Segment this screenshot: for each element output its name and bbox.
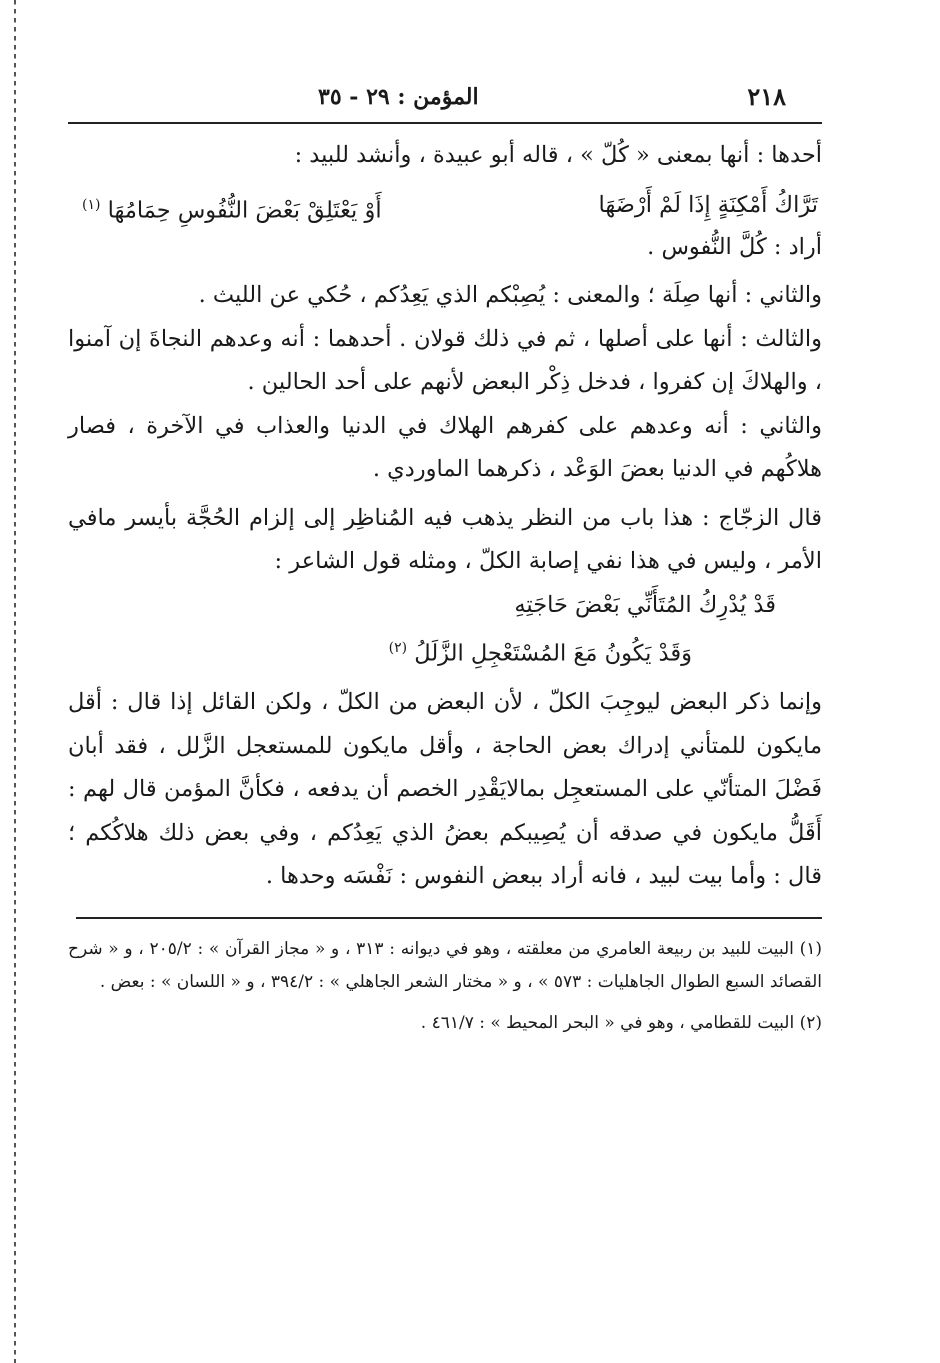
book-page — [68, 78, 822, 1040]
paragraph-5: والثاني : أنه وعدهم على كفرهم الهلاك في الدنيا والعذاب في الآخرة ، فصار هلاكُهم في الدنيا بعضَ الوَعْد ، ذكرهما الماوردي . — [68, 412, 822, 482]
footnotes — [68, 933, 822, 1040]
paragraph-1: أحدها : أنها بمعنى « كُلّ » ، قاله أبو عبيدة ، وأنشد للبيد : — [294, 142, 822, 168]
main-text — [68, 134, 822, 899]
paragraph-4: والثالث : أنها على أصلها ، ثم في ذلك قولان . أحدهما : أنه وعدهم النجاةَ إن آمنوا ، والهلاكَ إن كفروا ، فدخل ذِكْر البعض لأنهم على أحد الحالين . — [68, 325, 822, 395]
paragraph-3: والثاني : أنها صِلَة ؛ والمعنى : يُصِبْكم الذي يَعِدُكم ، حُكي عن الليث . — [198, 282, 822, 308]
header-rule — [68, 122, 822, 124]
footnote-ref-1: (١) — [82, 196, 101, 213]
footnote-2: (٢) البيت للقطامي ، وهو في « البحر المحيط » : ٤٦١/٧ . — [420, 1012, 822, 1033]
verse-1 — [68, 178, 822, 226]
paragraph-2: أراد : كُلَّ النُّفوس . — [647, 233, 822, 260]
verse-1-second-hemistich — [82, 184, 382, 233]
poem-line-2 — [68, 627, 822, 676]
running-title: المؤمن : ٢٩ - ٣٥ — [318, 84, 479, 110]
paragraph-6: قال الزجّاج : هذا باب من النظر يذهب فيه المُناظِر إلى إلزام الحُجَّة بأيسر مافي الأمر ، وليس في هذا نفي إصابة الكلّ ، ومثله قول الشاعر : — [68, 504, 822, 574]
binding-edge — [14, 0, 18, 1363]
footnote-rule — [76, 917, 822, 919]
poem-line-2-text: وَقَدْ يَكُونُ مَعَ المُسْتَعْجِلِ الزَّلَلُ — [414, 640, 692, 667]
footnote-ref-2: (٢) — [388, 640, 408, 656]
footnote-1: (١) البيت للبيد بن ربيعة العامري من معلقته ، وهو في ديوانه : ٣١٣ ، و « مجاز القرآن » : ٢٠٥/٢ ، و « شرح القصائد السبع الطوال الجاهليات : ٥٧٣ » ، و « مختار الشعر الجاهلي » : ٣٩٤/٢ ، و « اللسان » : بعض . — [68, 938, 823, 992]
verse-1-second-hemistich-text: أَوْ يَعْتَلِقْ بَعْضَ النُّفُوسِ حِمَامُهَا — [107, 197, 382, 223]
poem-line-1: قَدْ يُدْرِكُ المُتَأَنِّي بَعْضَ حَاجَتِهِ — [514, 591, 776, 618]
paragraph-7: وإنما ذكر البعض ليوجِبَ الكلّ ، لأن البعض من الكلّ ، ولكن القائل إذا قال : أقل مايكون للمتأني إدراك بعض الحاجة ، وأقل مايكون للمستعجل الزَّلل ، فقد أبان فَضْلَ المتأنّي على المستعجِل بمالايَقْدِر الخصم أن يدفعه ، فكأنَّ المؤمن قال لهم : أَقَلُّ مايكون في صدقه أن يُصِيبكم بعضُ الذي يَعِدُكم ، وفي بعض ذلك هلاكُكم ؛ قال : وأما بيت لبيد ، فانه أراد ببعض النفوس : نَفْسَه وحدها . — [68, 689, 822, 889]
verse-1-first-hemistich: تَرَّاكُ أَمْكِنَةٍ إِذَا لَمْ أَرْضَهَا — [598, 191, 818, 218]
running-head — [68, 78, 822, 118]
page-number: ٢١٨ — [747, 82, 786, 111]
